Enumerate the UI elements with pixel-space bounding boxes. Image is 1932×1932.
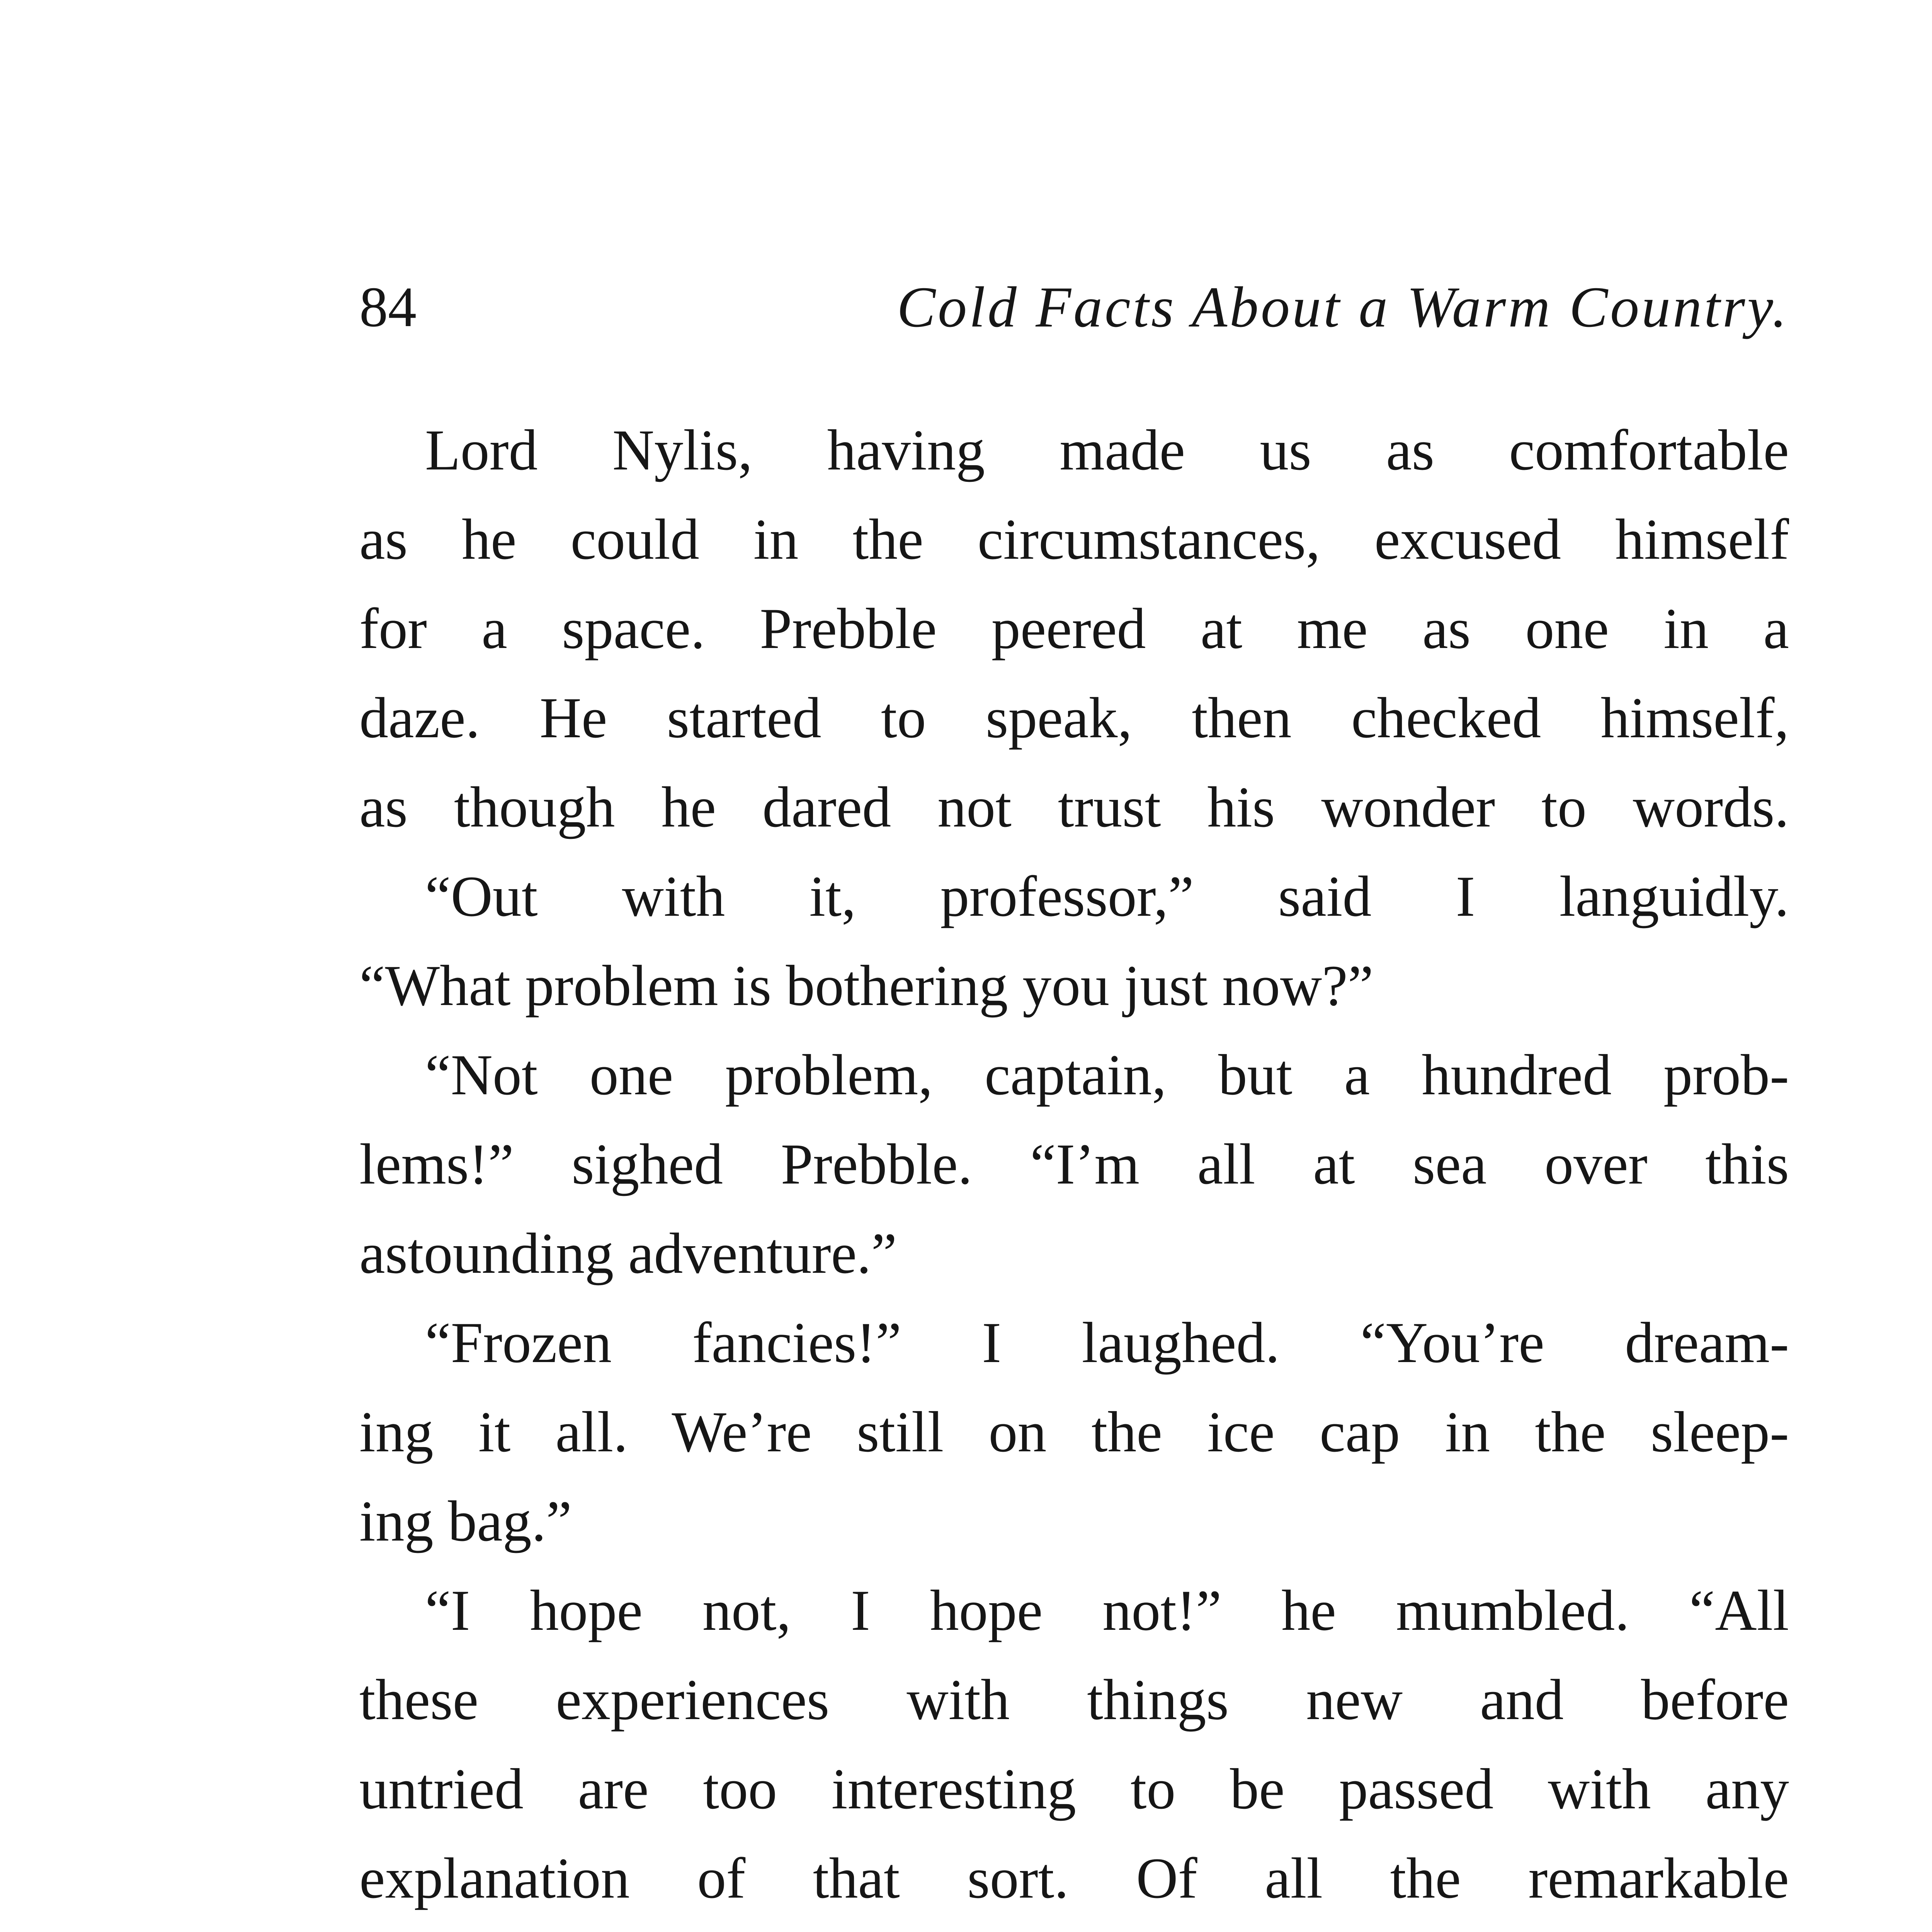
text-line: daze. He started to speak, then checked himself, bbox=[359, 686, 1789, 750]
text-line: ing it all. We’re still on the ice cap in the sleep- bbox=[359, 1400, 1789, 1464]
text-line: “Frozen fancies!” I laughed. “You’re dream- bbox=[425, 1311, 1789, 1375]
text-line: “Out with it, professor,” said I languidly. bbox=[425, 864, 1789, 929]
text-line: lems!” sighed Prebble. “I’m all at sea over this bbox=[359, 1132, 1789, 1196]
text-line: ing bag.” bbox=[359, 1489, 572, 1553]
text-line: “I hope not, I hope not!” he mumbled. “All bbox=[425, 1578, 1789, 1643]
text-line bbox=[359, 1923, 1789, 1932]
text-line: astounding adventure.” bbox=[359, 1221, 897, 1286]
body-text bbox=[359, 406, 1789, 1932]
running-title: Cold Facts About a Warm Country. bbox=[897, 275, 1789, 339]
page-number: 84 bbox=[359, 276, 417, 339]
text-line: Lord Nylis, having made us as comfortable bbox=[425, 418, 1789, 482]
text-line: as though he dared not trust his wonder to words. bbox=[359, 775, 1789, 839]
text-line: “What problem is bothering you just now?” bbox=[359, 954, 1374, 1018]
text-line: untried are too interesting to be passed with any bbox=[359, 1757, 1789, 1821]
text-line: as he could in the circumstances, excused himself bbox=[359, 507, 1789, 571]
page-header bbox=[359, 270, 1789, 348]
text-line: these experiences with things new and before bbox=[359, 1668, 1789, 1732]
text-line: for a space. Prebble peered at me as one in a bbox=[359, 597, 1789, 661]
text-line: “Not one problem, captain, but a hundred prob- bbox=[425, 1043, 1789, 1107]
text-line: explanation of that sort. Of all the remarkable bbox=[359, 1846, 1789, 1910]
